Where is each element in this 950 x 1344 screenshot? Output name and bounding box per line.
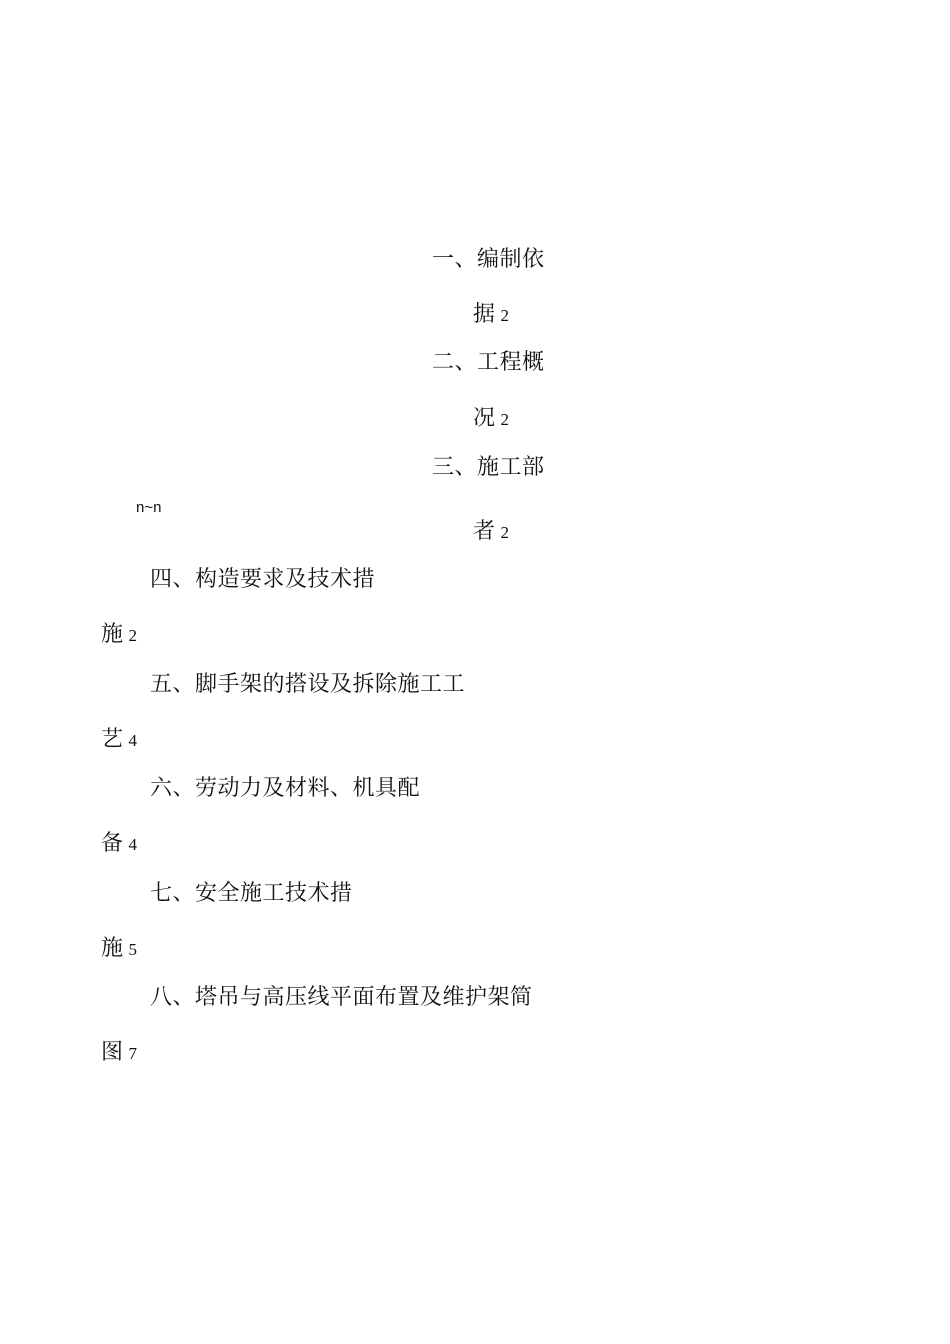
toc-entry-6-continuation: [101, 831, 138, 858]
toc-entry-4-tail-text: 施: [101, 622, 124, 647]
toc-entry-4-page-number: 2: [128, 626, 138, 645]
toc-entry-5-tail-text: 艺: [101, 727, 124, 752]
toc-entry-3-tail-text: 者: [473, 519, 496, 544]
toc-entry-7-continuation: [101, 936, 138, 963]
toc-entry-6-tail-text: 备: [101, 831, 124, 856]
toc-entry-5-heading: [150, 672, 465, 698]
toc-entry-2-continuation: [473, 406, 510, 433]
toc-entry-8-heading: [150, 985, 533, 1011]
toc-entry-1-head-text: 一、编制依: [432, 247, 545, 272]
toc-entry-3-page-number: 2: [500, 523, 510, 542]
toc-entry-4-heading: [150, 567, 375, 593]
toc-entry-8-head-text: 八、塔吊与高压线平面布置及维护架简: [150, 985, 533, 1010]
toc-entry-2-heading: [432, 350, 545, 376]
toc-entry-2-page-number: 2: [500, 410, 510, 429]
toc-entry-5-head-text: 五、脚手架的搭设及拆除施工工: [150, 672, 466, 697]
toc-entry-2-tail-text: 况: [473, 406, 496, 431]
stray-mark-text: n~n: [136, 499, 162, 516]
toc-entry-3-continuation: [473, 519, 510, 546]
toc-entry-2-head-text: 二、工程概: [432, 350, 545, 375]
toc-entry-8-tail-text: 图: [101, 1040, 124, 1065]
toc-entry-8-page-number: 7: [128, 1044, 138, 1063]
toc-entry-4-continuation: [101, 622, 138, 649]
toc-entry-8-continuation: [101, 1040, 138, 1067]
toc-entry-4-head-text: 四、构造要求及技术措: [150, 567, 376, 592]
toc-entry-7-tail-text: 施: [101, 936, 124, 961]
toc-entry-7-head-text: 七、安全施工技术措: [150, 881, 353, 906]
toc-entry-5-continuation: [101, 727, 138, 754]
toc-entry-1-continuation: [473, 302, 510, 329]
toc-entry-6-head-text: 六、劳动力及材料、机具配: [150, 776, 421, 801]
toc-entry-6-heading: [150, 776, 420, 802]
toc-entry-3-head-text: 三、施工部: [432, 455, 545, 480]
toc-entry-1-heading: [432, 247, 545, 273]
toc-entry-1-page-number: 2: [500, 306, 510, 325]
toc-entry-7-heading: [150, 881, 353, 907]
toc-entry-3-heading: [432, 455, 545, 481]
toc-entry-5-page-number: 4: [128, 731, 138, 750]
toc-entry-6-page-number: 4: [128, 835, 138, 854]
toc-entry-7-page-number: 5: [128, 940, 138, 959]
toc-entry-1-tail-text: 据: [473, 302, 496, 327]
